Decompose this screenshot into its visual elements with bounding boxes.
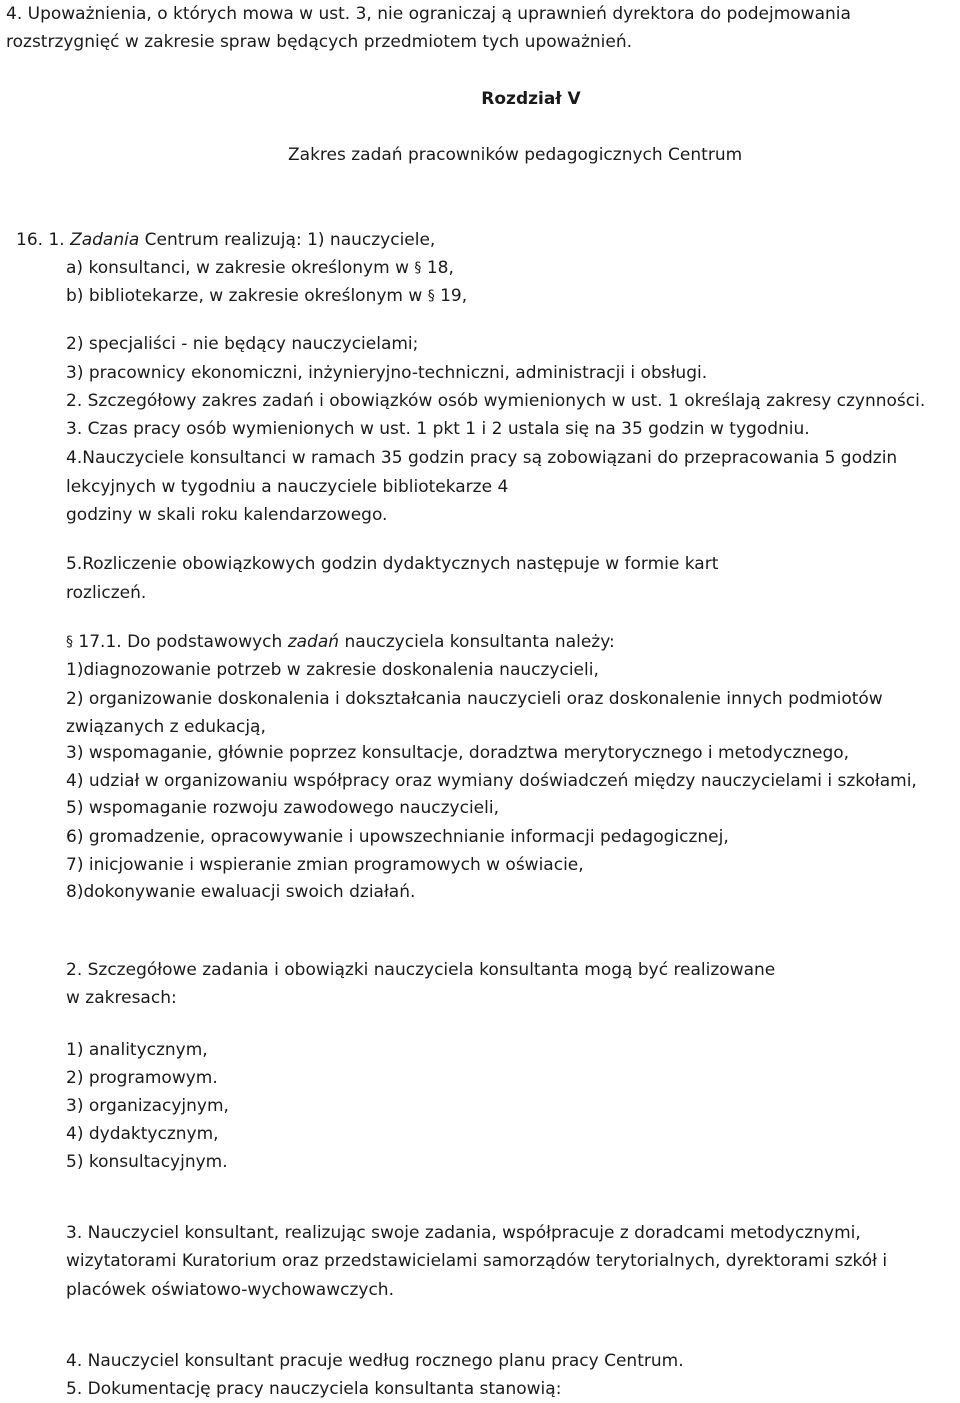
p17-section-3-line-3: placówek oświatowo-wychowawczych.	[66, 1280, 394, 1300]
p17-item-text: inicjowanie i wspieranie zmian programowych w oświacie,	[88, 855, 584, 875]
p17-item-number: 2)	[66, 689, 84, 709]
p17-item-text: wspomaganie, głównie poprzez konsultacje, doradztwa merytorycznego i metodycznego,	[88, 743, 850, 763]
p17-item-text: diagnozowanie potrzeb w zakresie doskonalenia nauczycieli,	[83, 660, 599, 680]
p16-item-b-number: b)	[66, 286, 84, 306]
p17-heading-text-1: Do podstawowych	[127, 632, 283, 652]
p16-item-a-ref: 18,	[426, 258, 454, 278]
p16-section-5-line-2: rozliczeń.	[66, 583, 147, 603]
p17-item	[66, 770, 917, 792]
p17-item-text: udział w organizowaniu współpracy oraz wymiany doświadczeń między nauczycielami i szkołami,	[88, 771, 917, 791]
p16-item-3-text: pracownicy ekonomiczni, inżynieryjno-techniczni, administracji i obsługi.	[88, 363, 708, 383]
p16-section-3-text: Czas pracy osób wymienionych w ust. 1 pkt 1 i 2 ustala się na 35 godzin w tygodniu.	[87, 419, 810, 439]
p17-item	[66, 742, 849, 764]
scope-text: analitycznym,	[88, 1040, 208, 1060]
p17-section-3-line-1: 3. Nauczyciel konsultant, realizując swoje zadania, współpracuje z doradcami metodycznymi,	[66, 1223, 861, 1243]
p17-heading-italic: zadań	[287, 632, 340, 652]
scope-number: 5)	[66, 1152, 84, 1172]
p17-heading-text-2: nauczyciela konsultanta należy:	[344, 632, 615, 652]
p17-item	[66, 659, 599, 681]
p17-section-5-text: Dokumentację pracy nauczyciela konsultanta stanowią:	[87, 1379, 562, 1399]
section-sign-icon: §	[414, 260, 422, 276]
p17-section-2-line-1: 2. Szczegółowe zadania i obowiązki nauczyciela konsultanta mogą być realizowane	[66, 960, 776, 980]
p17-item-text: dokonywanie ewaluacji swoich działań.	[83, 882, 416, 902]
scope-item	[66, 1095, 229, 1117]
scope-item	[66, 1039, 208, 1061]
chapter-subtitle: Zakres zadań pracowników pedagogicznych Centrum	[288, 145, 743, 165]
scope-text: konsultacyjnym.	[88, 1152, 228, 1172]
p16-section-5-number: 5.	[66, 554, 83, 574]
intro-text-2: rozstrzygnięć w zakresie spraw będących przedmiotem tych upoważnień.	[6, 32, 633, 52]
p16-item-a-text: konsultanci, w zakresie określonym w	[88, 258, 409, 278]
p16-section-2-number: 2.	[66, 391, 83, 411]
p16-section-2	[66, 390, 925, 412]
p16-number: 16. 1.	[16, 230, 65, 250]
p16-item-b	[66, 285, 467, 307]
intro-line-2	[6, 31, 632, 53]
p16-section-4-number: 4.	[66, 448, 83, 468]
p16-item-3-number: 3)	[66, 363, 84, 383]
scope-number: 1)	[66, 1040, 84, 1060]
p17-item-number: 4)	[66, 771, 84, 791]
p16-item-2	[66, 333, 418, 355]
p17-item	[66, 881, 415, 903]
p17-item-number: 5)	[66, 798, 84, 818]
p17-number: 17.1.	[78, 632, 122, 652]
p16-item-a-number: a)	[66, 258, 84, 278]
p16-item-a	[66, 257, 454, 279]
p16-item-b-ref: 19,	[440, 286, 468, 306]
p17-section-5-number: 5.	[66, 1379, 83, 1399]
p17-item-text: wspomaganie rozwoju zawodowego nauczycieli,	[88, 798, 499, 818]
p16-item-2-number: 2)	[66, 334, 84, 354]
p17-item	[66, 826, 729, 848]
p17-section-4	[66, 1350, 684, 1372]
p17-item-number: 8)	[66, 882, 84, 902]
p17-item-text: organizowanie doskonalenia i dokształcania nauczycieli oraz doskonalenie innych podmiotów	[88, 689, 883, 709]
intro-line-1	[6, 3, 851, 25]
p17-item	[66, 797, 499, 819]
p16-section-5	[66, 553, 718, 575]
section-sign-icon: §	[427, 288, 435, 304]
p16-section-4	[66, 447, 897, 469]
p17-section-2-line-2: w zakresach:	[66, 988, 177, 1008]
p17-section-5	[66, 1378, 561, 1400]
p16-section-4-line-3: godziny w skali roku kalendarzowego.	[66, 505, 388, 525]
p16-section-5-line-1: Rozliczenie obowiązkowych godzin dydaktycznych następuje w formie kart	[82, 554, 719, 574]
chapter-title: Rozdział V	[481, 89, 581, 109]
p16-section-4-line-1: Nauczyciele konsultanci w ramach 35 godzin pracy są zobowiązani do przepracowania 5 godzin	[82, 448, 898, 468]
intro-text-1: Upoważnienia, o których mowa w ust. 3, nie ograniczaj ą uprawnień dyrektora do podejmowania	[27, 4, 851, 24]
p17-item-text: gromadzenie, opracowywanie i upowszechnianie informacji pedagogicznej,	[88, 827, 729, 847]
p17-section-4-text: Nauczyciel konsultant pracuje według rocznego planu pracy Centrum.	[87, 1351, 684, 1371]
p17-item-text: związanych z edukacją,	[66, 717, 266, 737]
scope-item	[66, 1123, 219, 1145]
p17-item-number: 3)	[66, 743, 84, 763]
scope-item	[66, 1151, 228, 1173]
scope-number: 2)	[66, 1068, 84, 1088]
scope-item	[66, 1067, 218, 1089]
scope-text: organizacyjnym,	[88, 1096, 229, 1116]
scope-number: 3)	[66, 1096, 84, 1116]
p16-item-3	[66, 362, 707, 384]
p16-item-b-text: bibliotekarze, w zakresie określonym w	[88, 286, 423, 306]
p16-section-3-number: 3.	[66, 419, 83, 439]
p17-section-3-line-2: wizytatorami Kuratorium oraz przedstawicielami samorządów terytorialnych, dyrektorami szkół i	[66, 1251, 888, 1271]
scope-text: dydaktycznym,	[88, 1124, 219, 1144]
p16-heading	[16, 229, 435, 251]
p17-item-number: 1)	[66, 660, 84, 680]
p16-section-3	[66, 418, 810, 440]
p16-item-2-text: specjaliści - nie będący nauczycielami;	[88, 334, 419, 354]
p17-heading	[66, 631, 615, 653]
intro-item-number: 4.	[6, 4, 23, 24]
p16-section-4-line-2: lekcyjnych w tygodniu a nauczyciele bibliotekarze 4	[66, 477, 509, 497]
p16-section-2-text: Szczegółowy zakres zadań i obowiązków osób wymienionych w ust. 1 określają zakresy czynności.	[87, 391, 926, 411]
p17-item-number: 7)	[66, 855, 84, 875]
scope-text: programowym.	[88, 1068, 218, 1088]
section-sign-icon: §	[66, 634, 73, 650]
p17-item	[66, 688, 883, 710]
p17-section-4-number: 4.	[66, 1351, 83, 1371]
scope-number: 4)	[66, 1124, 84, 1144]
p17-item-number: 6)	[66, 827, 84, 847]
p16-heading-italic: Zadania	[70, 230, 140, 250]
p16-heading-text: Centrum realizują: 1) nauczyciele,	[144, 230, 436, 250]
p17-item-continuation	[66, 716, 266, 738]
p17-item	[66, 854, 584, 876]
